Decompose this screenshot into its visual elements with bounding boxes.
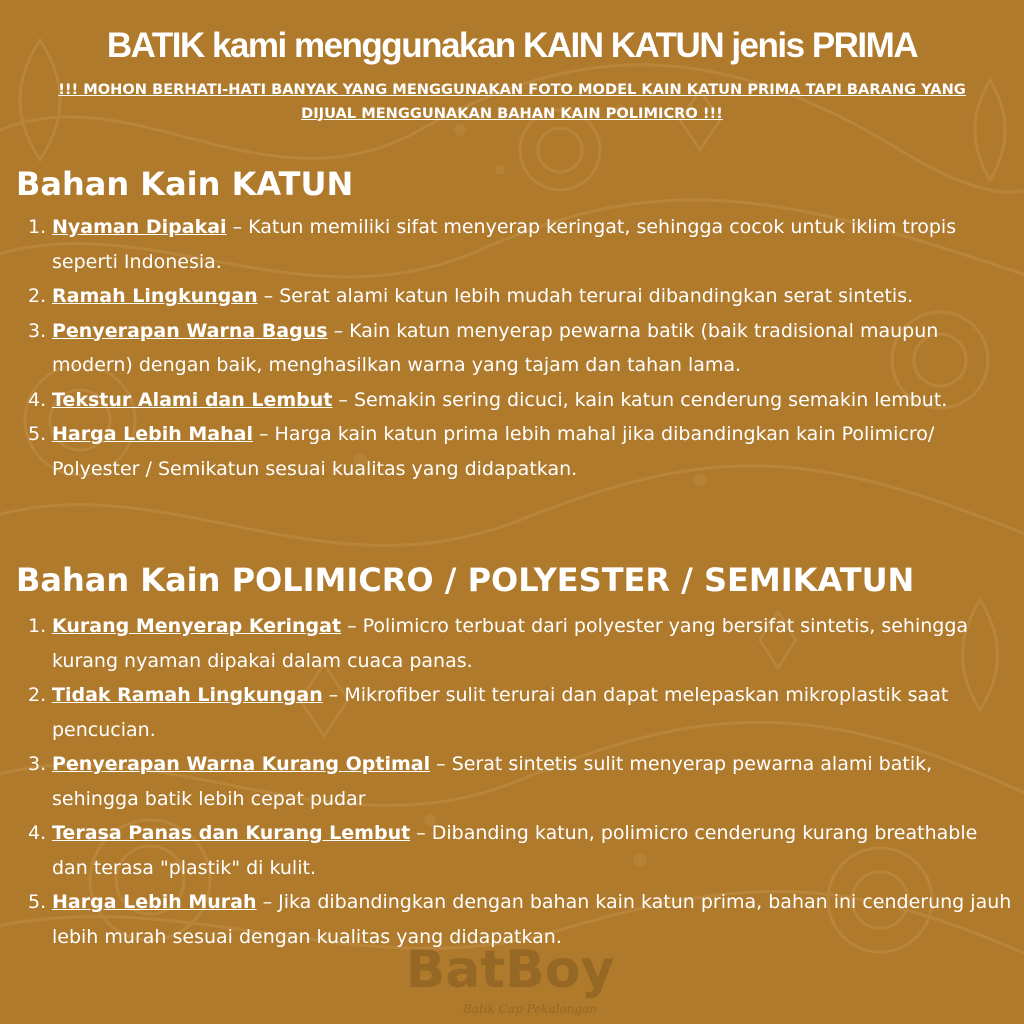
item-description: – Semakin sering dicuci, kain katun cenderung semakin lembut. <box>332 388 948 411</box>
item-number: 3. <box>28 753 47 775</box>
item-term: Kurang Menyerap Keringat <box>52 615 342 637</box>
item-number: 2. <box>28 285 47 307</box>
polimicro-list <box>28 609 1013 954</box>
item-number: 5. <box>28 891 47 913</box>
item-term: Harga Lebih Mahal <box>52 423 253 445</box>
batboy-watermark-logo <box>380 935 640 1020</box>
list-item <box>28 816 1013 885</box>
item-term: Penyerapan Warna Kurang Optimal <box>52 753 431 775</box>
list-item <box>28 609 1013 678</box>
item-number: 1. <box>28 615 47 637</box>
watermark-tagline: Batik Cap Pekalongan <box>463 1002 597 1016</box>
item-number: 3. <box>28 319 47 342</box>
section-heading-polimicro: Bahan Kain POLIMICRO / POLYESTER / SEMIKATUN <box>16 561 915 599</box>
item-description: – Harga kain katun prima lebih mahal jika dibandingkan kain Polimicro/ Polyester / Semikatun sesuai kualitas yang didapatkan. <box>52 423 935 480</box>
warning-text: !!! MOHON BERHATI-HATI BANYAK YANG MENGGUNAKAN FOTO MODEL KAIN KATUN PRIMA TAPI BARANG YANG DIJUAL MENGGUNAKAN BAHAN KAIN POLIMICRO !!! <box>58 81 966 122</box>
item-description: – Serat sintetis sulit menyerap pewarna alami batik, sehingga batik lebih cepat pudar <box>52 753 933 810</box>
item-description: – Kain katun menyerap pewarna batik (baik tradisional maupun modern) dengan baik, menghasilkan warna yang tajam dan tahan lama. <box>52 319 939 376</box>
list-item <box>28 747 1013 816</box>
list-item <box>28 314 1013 383</box>
item-description: – Jika dibandingkan dengan bahan kain katun prima, bahan ini cenderung jauh lebih murah sesuai dengan kualitas yang didapatkan. <box>52 891 1012 948</box>
list-item <box>28 279 1013 314</box>
item-number: 4. <box>28 388 47 411</box>
katun-list <box>28 210 1013 486</box>
watermark-logo-text: BatBoy <box>405 940 615 1000</box>
item-description: – Mikrofiber sulit terurai dan dapat melepaskan mikroplastik saat pencucian. <box>52 684 949 741</box>
item-term: Terasa Panas dan Kurang Lembut <box>52 822 411 844</box>
item-term: Tekstur Alami dan Lembut <box>52 388 333 411</box>
item-term: Tidak Ramah Lingkungan <box>52 684 323 706</box>
item-term: Penyerapan Warna Bagus <box>52 319 328 342</box>
item-description: – Serat alami katun lebih mudah terurai dibandingkan serat sintetis. <box>257 285 914 307</box>
item-term: Harga Lebih Murah <box>52 891 257 913</box>
item-description: – Katun memiliki sifat menyerap keringat, sehingga cocok untuk iklim tropis seperti Indonesia. <box>52 216 957 273</box>
list-item <box>28 210 1013 279</box>
main-title: BATIK kami menggunakan KAIN KATUN jenis PRIMA <box>106 26 918 65</box>
list-item <box>28 417 1013 486</box>
item-number: 1. <box>28 216 47 238</box>
item-term: Nyaman Dipakai <box>52 216 227 238</box>
list-item <box>28 678 1013 747</box>
section-heading-katun: Bahan Kain KATUN <box>16 165 354 203</box>
item-number: 5. <box>28 423 47 445</box>
item-description: – Polimicro terbuat dari polyester yang bersifat sintetis, sehingga kurang nyaman dipakai dalam cuaca panas. <box>52 615 969 672</box>
item-description: – Dibanding katun, polimicro cenderung kurang breathable dan terasa "plastik" di kulit. <box>52 822 978 879</box>
item-number: 4. <box>28 822 47 844</box>
item-number: 2. <box>28 684 47 706</box>
list-item <box>28 383 1013 418</box>
item-term: Ramah Lingkungan <box>52 285 258 307</box>
